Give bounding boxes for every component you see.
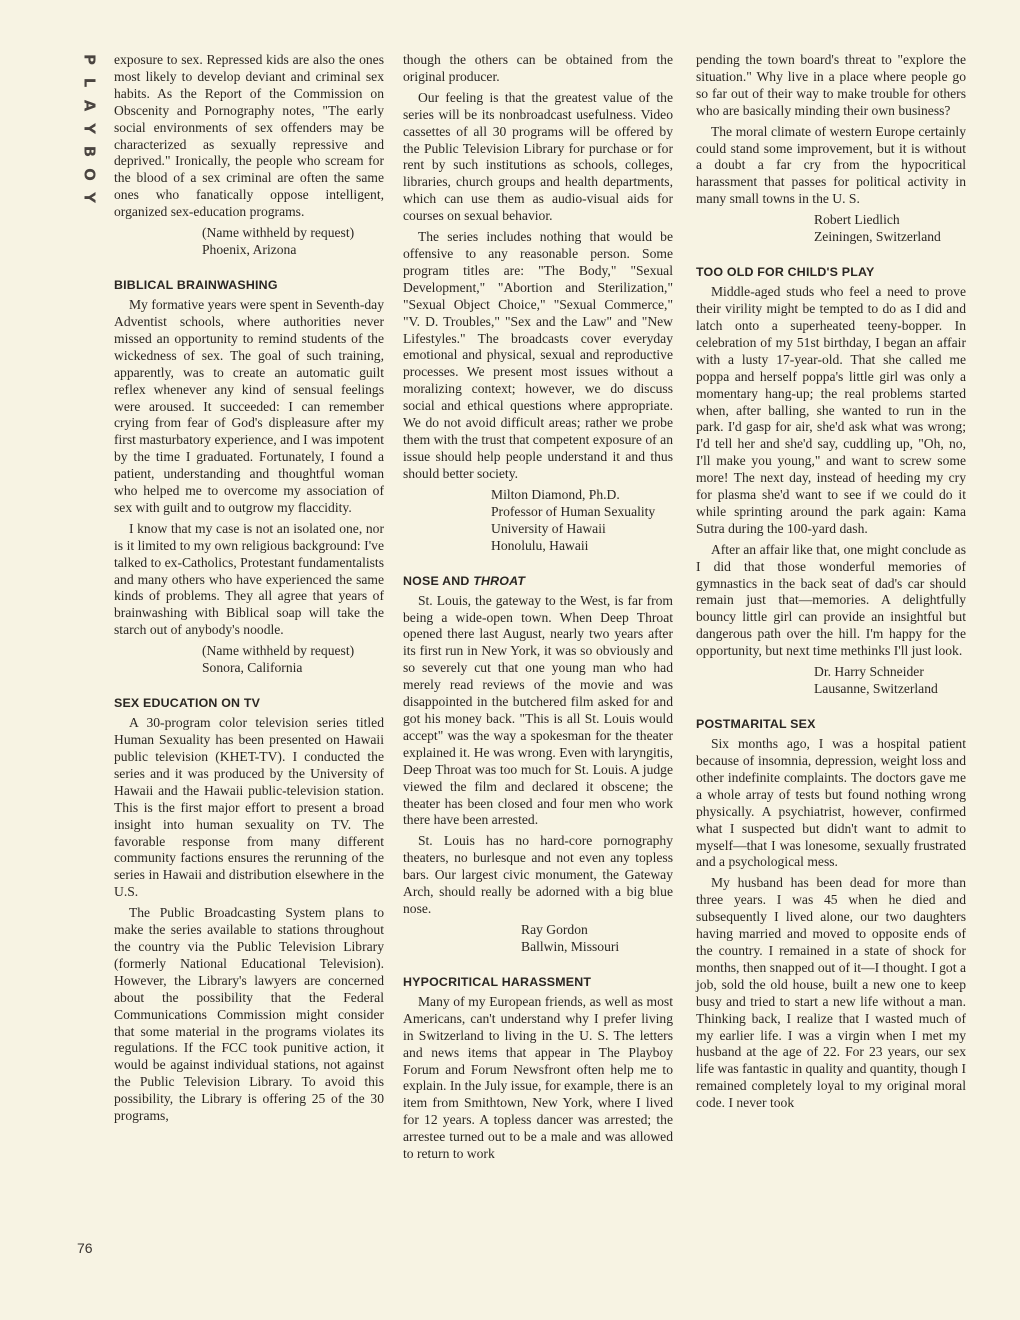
masthead-letter: O [80,168,99,181]
paragraph: pending the town board's threat to "explore the situation." Why live in a place where people go so far out of their way to make trouble for others who are basically minding their own business? [696,52,966,118]
masthead-letter: B [80,145,99,158]
signature-affiliation: University of Hawaii [491,520,606,536]
masthead-letter: P [80,54,99,65]
signature-block [114,224,384,258]
paragraph: After an affair like that, one might conclude as I did that those wonderful memories of gymnastics in the back seat of dad's car should remain just that—memories. A delightfully bouncy little girl can provide an insightful but dangerous path over the hill. I'm happy for the opportunity, but next time methinks I'll just look. [696,541,966,659]
paragraph: A 30-program color television series titled Human Sexuality has been presented on Hawaii public television (KHET-TV). I conducted the series and it was produced by the University of Hawaii and the Hawaii public-television station. This is the first major effort to present a broad insight into human sexuality on TV. The favorable response from many different community factions ensures the rerunning of the series in Hawaii and distribution elsewhere in the U.S. [114,715,384,900]
signature-name: Dr. Harry Schneider [814,664,924,680]
section-heading-too-old: TOO OLD FOR CHILD'S PLAY [696,265,875,280]
masthead-letter: Y [80,123,99,134]
signature-block [696,211,966,245]
paragraph: Six months ago, I was a hospital patient because of insomnia, depression, weight loss and other indefinite complaints. The doctors gave me a whole array of tests but found nothing wrong physically. A psychiatrist, however, confirmed what I suspected but didn't want to admit to myself—that I was lonesome, sexually frustrated and a psychological mess. [696,736,966,870]
signature-name: Ray Gordon [521,921,588,937]
signature-name: Milton Diamond, Ph.D. [491,486,620,502]
paragraph: though the others can be obtained from the original producer. [403,52,673,84]
paragraph: Middle-aged studs who feel a need to prove their virility might be tempted to do as I did and latch onto a superheated teeny-bopper. In celebration of my 51st birthday, I began an affair with a lusty 17-year-old. That she called me poppa and herself poppa's little girl was only a momentary hang-up; the real problems started when, after balling, she wanted to run in the park. I'd gasp for air, she'd ask what was wrong; I'd tell her and she'd say, cuddling up, "Oh, no, I'll make you young," and want to screw some more! The next day, instead of heeding my cry for plasma she'd want to see if we could do it while sprinting around the park again: Kama Sutra during the 100-yard dash. [696,284,966,536]
signature-location: Ballwin, Missouri [521,938,620,954]
signature-location: Phoenix, Arizona [202,242,297,258]
heading-text: NOSE AND [403,573,474,588]
paragraph: Our feeling is that the greatest value of the series will be its nonbroadcast usefulness. Video cassettes of all 30 programs will be offered by the Public Television Library for purchase or for rent by such institutions as schools, colleges, libraries, church groups and health departments, which can use them as audio-visual aids for courses on sexual behavior. [403,89,673,224]
paragraph: My formative years were spent in Seventh-day Adventist schools, where authorities never missed an opportunity to remind students of the wickedness of sex. The goal of such training, apparently, was to create an automatic guilt reflex whenever any kind of sensual feelings were aroused. It succeeded: I can remember crying from fear of God's displeasure after my first masturbatory experience, and I was impotent by the time I graduated. Fortunately, I found a patient, understanding and thoughtful woman who helped me to overcome my association of sex with guilt and to outgrow my flaccidity. [114,297,384,515]
signature-block [403,486,673,554]
column-2 [403,52,673,1163]
signature-block [403,921,673,955]
section-heading-sex-education: SEX EDUCATION ON TV [114,696,261,711]
masthead-letter: A [80,99,99,112]
page-number: 76 [77,1240,93,1256]
signature-title: Professor of Human Sexuality [491,503,656,519]
section-heading-nose-and-throat [403,574,673,589]
heading-text-italic: THROAT [473,573,526,588]
paragraph: The moral climate of western Europe certainly could stand some improvement, but it is without a doubt a far cry from the hypocritical harassment that passes for political activity in many small towns in the U. S. [696,123,966,207]
paragraph: The Public Broadcasting System plans to make the series available to stations throughout the country via the Public Television Library (formerly National Educational Television). However, the Library's lawyers are concerned about the possibility that the Federal Communications Commission might consider that some material in the programs violates its regulations. If the FCC took punitive action, it would be against individual stations, not against the Public Television Library. To avoid this possibility, the Library is offering 25 of the 30 programs, [114,905,384,1124]
section-heading-biblical: BIBLICAL BRAINWASHING [114,278,278,293]
signature-location: Honolulu, Hawaii [491,537,589,553]
section-heading-hypocritical-harassment: HYPOCRITICAL HARASSMENT [403,974,592,989]
masthead [80,48,98,209]
paragraph: The series includes nothing that would be offensive to any reasonable person. Some program titles are: "The Body," "Sexual Development," "Abortion and Sterilization," "Sexual Object Choice," "Sexual Commerce," "V. D. Troubles," "Sex and the Law" and "New Lifestyles." The broadcasts cover everyday emotional and physical, sexual and reproductive processes. We present most issues without a moralizing context; however, we do discuss social and ethical questions where appropriate. We do not avoid difficult areas; rather we probe them with the trust that competent exposure of an issue should help people understand it and thus should better society. [403,229,673,481]
signature-name: (Name withheld by request) [202,225,355,241]
paragraph: My husband has been dead for more than three years. I was 45 when he died and subsequently I lived alone, our two daughters having married and moved to opposite ends of the country. I remained in a state of shock for months, then snapped out of it—I thought. I got a job, sold the old house, built a new one to keep busy and tried to start a new life without a man. Thinking back, I realize that I wasted much of my earlier life. I was a virgin when I met my husband at the age of 22. For 23 years, our sex life was fantastic in quality and quantity, though I remained completely loyal to my original moral code. I never took [696,875,966,1111]
signature-block [114,642,384,676]
paragraph: St. Louis, the gateway to the West, is far from being a wide-open town. When Deep Throat opened there last August, nearly two years after its first run in New York, it was so obviously and so severely cut that one young man who had merely read reviews of the movie and was disappointed in the butchered film asked for and got his money back. "This is all St. Louis would accept" was the way a spokesman for the theater explained it. He was wrong. Even with laryngitis, Deep Throat was too much for St. Louis. A judge viewed the film and declared it obscene; the theater has been closed and four men who work there have been arrested. [403,592,673,828]
intro-paragraph: exposure to sex. Repressed kids are also the ones most likely to develop deviant and criminal sex habits. As the Report of the Commission on Obscenity and Pornography notes, "The early social environments of sex offenders may be characterized as sexually repressive and deprived." Ironically, the people who scream for the blood of a sex criminal are often the same ones who fanatically oppose intelligent, organized sex-education programs. [114,52,384,220]
paragraph: Many of my European friends, as well as most Americans, can't understand why I prefer living in Switzerland to living in the U. S. The letters and news items that appear in The Playboy Forum and Forum Newsfront often help me to explain. In the July issue, for example, there is an item from Smithtown, New York, where I lived for 12 years. A topless dancer was arrested; the arrestee turned out to be a male and was allowed to return to work [403,993,673,1162]
column-1 [114,52,384,1125]
column-3 [696,52,966,1112]
signature-name: (Name withheld by request) [202,643,355,659]
paragraph: I know that my case is not an isolated one, nor is it limited to my own religious background: I've talked to ex-Catholics, Protestant fundamentalists and many others who have experienced the same kinds of problems. They all agree that years of brainwashing with Biblical soap will take the starch out of anybody's noodle. [114,520,384,638]
signature-location: Lausanne, Switzerland [814,681,938,697]
signature-location: Sonora, California [202,660,303,676]
paragraph: St. Louis has no hard-core pornography theaters, no burlesque and not even any topless bars. Our largest civic monument, the Gateway Arch, should really be adorned with a big blue nose. [403,833,673,916]
masthead-letter: Y [80,192,99,203]
signature-block [696,663,966,697]
section-heading-postmarital-sex: POSTMARITAL SEX [696,717,816,732]
signature-location: Zeiningen, Switzerland [814,229,941,245]
signature-name: Robert Liedlich [814,212,900,228]
masthead-letter: L [80,77,99,88]
